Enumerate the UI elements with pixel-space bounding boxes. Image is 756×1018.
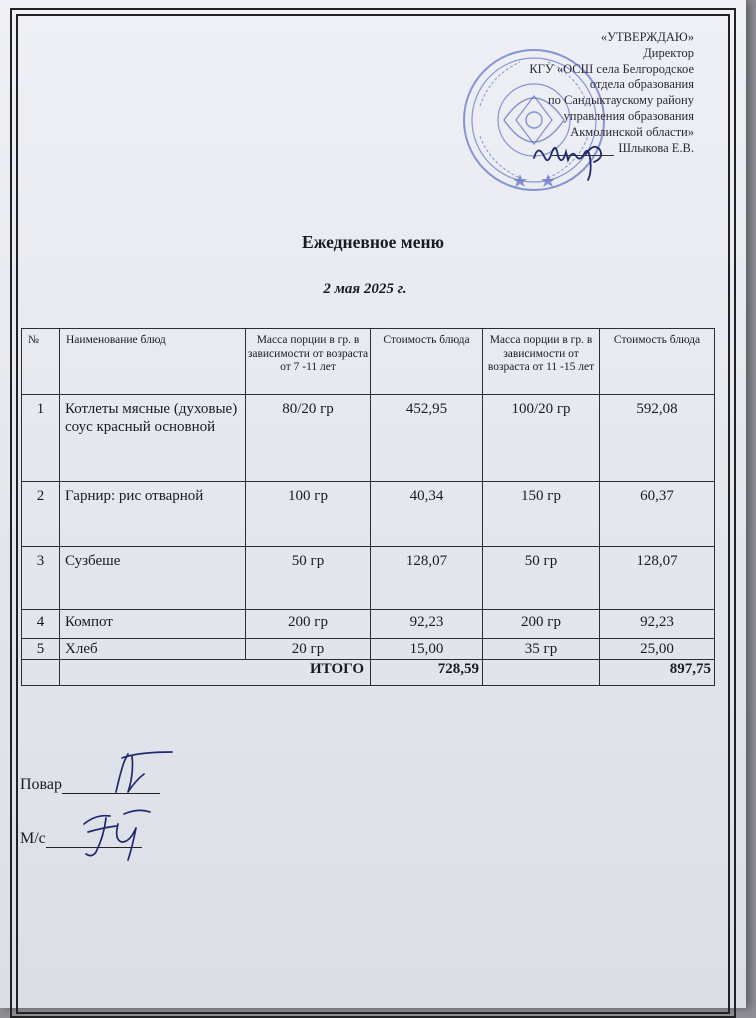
approval-line: по Сандыктаускому району [547,93,694,108]
table-row [22,482,715,547]
approval-line: управления образования [563,108,694,123]
nurse-label: М/с [20,830,46,847]
total-label: ИТОГО [60,659,371,685]
header-mass-old: Масса порции в гр. в зависимости от возраста от 11 -15 лет [483,329,600,395]
row-mass-young: 50 гр [246,547,371,610]
row-mass-old: 200 гр [483,610,600,639]
table-row [22,610,715,639]
row-name: Сузбеше [60,547,246,610]
row-name: Котлеты мясные (духовые) соус красный основной [60,395,246,482]
approval-line: «УТВЕРЖДАЮ» [600,30,694,44]
document-date: 2 мая 2025 г. [323,281,407,297]
total-young: 728,59 [371,659,483,685]
row-num: 4 [22,610,60,639]
header-cost-young: Стоимость блюда [371,329,483,395]
row-cost-young: 452,95 [371,395,483,482]
total-old: 897,75 [600,659,715,685]
row-cost-old: 60,37 [600,482,715,547]
row-mass-young: 100 гр [246,482,371,547]
row-cost-old: 128,07 [600,547,715,610]
row-cost-young: 128,07 [371,547,483,610]
header-num: № [22,329,60,395]
row-num: 3 [22,547,60,610]
header-cost-old: Стоимость блюда [600,329,715,395]
row-name: Гарнир: рис отварной [60,482,246,547]
row-mass-old: 35 гр [483,639,600,660]
table-header-row [22,329,715,395]
header-mass-young: Масса порции в гр. в зависимости от возраста от 7 -11 лет [246,329,371,395]
total-empty-cell [22,659,60,685]
row-num: 5 [22,639,60,660]
cook-signature-icon [98,748,178,798]
approval-line: Директор [643,45,694,60]
row-num: 2 [22,482,60,547]
row-cost-old: 592,08 [600,395,715,482]
header-name: Наименование блюд [60,329,246,395]
row-mass-young: 80/20 гр [246,395,371,482]
table-row [22,395,715,482]
total-empty-cell [483,659,600,685]
row-mass-young: 20 гр [246,639,371,660]
table-row [22,547,715,610]
approval-line: отдела образования [589,77,694,92]
approval-line: КГУ «ОСШ села Белгородское [529,61,694,76]
menu-table [21,328,715,686]
cook-label: Повар [20,776,62,793]
approval-signer: Шлыкова Е.В. [618,140,694,155]
director-signature-icon [528,132,608,184]
document-title: Ежедневное меню [302,232,444,252]
row-num: 1 [22,395,60,482]
row-cost-old: 92,23 [600,610,715,639]
row-mass-old: 50 гр [483,547,600,610]
row-cost-young: 92,23 [371,610,483,639]
row-mass-old: 100/20 гр [483,395,600,482]
row-name: Хлеб [60,639,246,660]
table-row [22,639,715,660]
approval-line: Акмолинской области» [570,124,694,139]
row-cost-old: 25,00 [600,639,715,660]
row-mass-young: 200 гр [246,610,371,639]
nurse-signature-icon [66,806,156,862]
table-total-row [22,659,715,685]
row-cost-young: 40,34 [371,482,483,547]
row-name: Компот [60,610,246,639]
row-mass-old: 150 гр [483,482,600,547]
row-cost-young: 15,00 [371,639,483,660]
